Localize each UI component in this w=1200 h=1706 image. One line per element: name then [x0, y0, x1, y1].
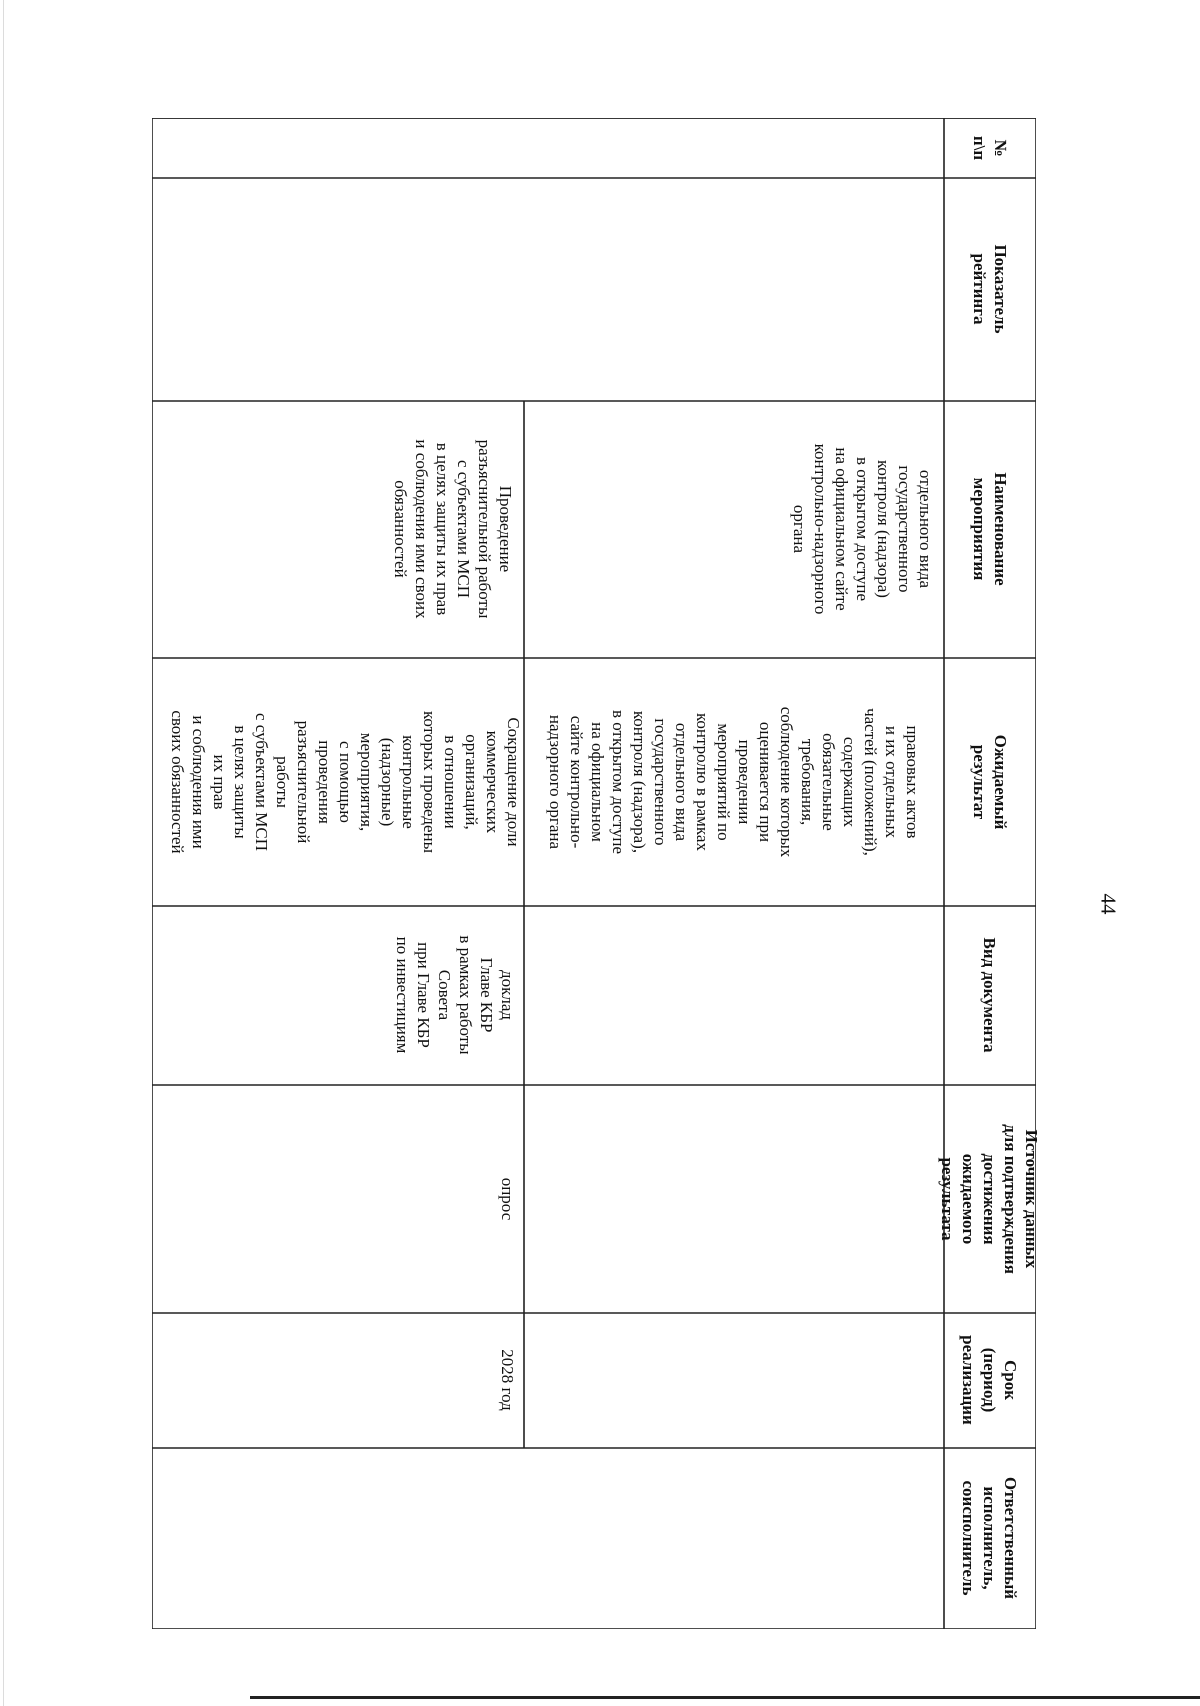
page-bottom-rule — [250, 1696, 1200, 1699]
header-responsible: Ответственный исполнитель, соисполнитель — [959, 1476, 1021, 1600]
row2-source: опрос — [498, 1177, 517, 1221]
row2-measure: Проведение разъяснительной работы с субъектами МСП в целях защиты их прав и соблюдения ими своих обязанностей — [391, 439, 515, 619]
header-result: Ожидаемый результат — [970, 734, 1010, 830]
page-number: 44 — [1096, 893, 1121, 915]
action-plan-table — [152, 118, 1042, 1629]
header-number: № п\п — [970, 135, 1010, 161]
header-source: Источник данных для подтверждения достижения ожидаемого результата — [938, 1124, 1042, 1274]
row2-result: Сокращение доли коммерческих организаций, в отношении которых проведены контрольные (надзорные) мероприятия, с помощью проведения разъяснительной работы с субъектами МСП в целях защиты их прав и соблюдения ими своих обязанностей — [168, 710, 523, 854]
row2-term: 2028 год — [498, 1349, 517, 1411]
row1-measure: отдельного вида государственного контроля (надзора) в открытом доступе на официальном сайте контрольно-надзорного органа — [790, 443, 935, 615]
header-indicator: Показатель рейтинга — [970, 244, 1010, 334]
scan-edge-line — [3, 0, 4, 1706]
row2-document: доклад Главе КБР в рамках работы Совета при Главе КБР по инвестициям — [393, 935, 517, 1055]
header-document: Вид документа — [980, 937, 1000, 1053]
row1-result: правовых актов и их отдельных частей (положений), содержащих обязательные требования, соблюдение которых оценивается при проведении мероприятий по контролю в рамках отдельного вида государственного контроля (надзора), в открытом доступе на официальном сайте контрольно- надзорного органа — [546, 706, 922, 858]
header-term: Срок (период) реализации — [959, 1335, 1021, 1425]
header-measure: Наименование мероприятия — [970, 472, 1010, 586]
